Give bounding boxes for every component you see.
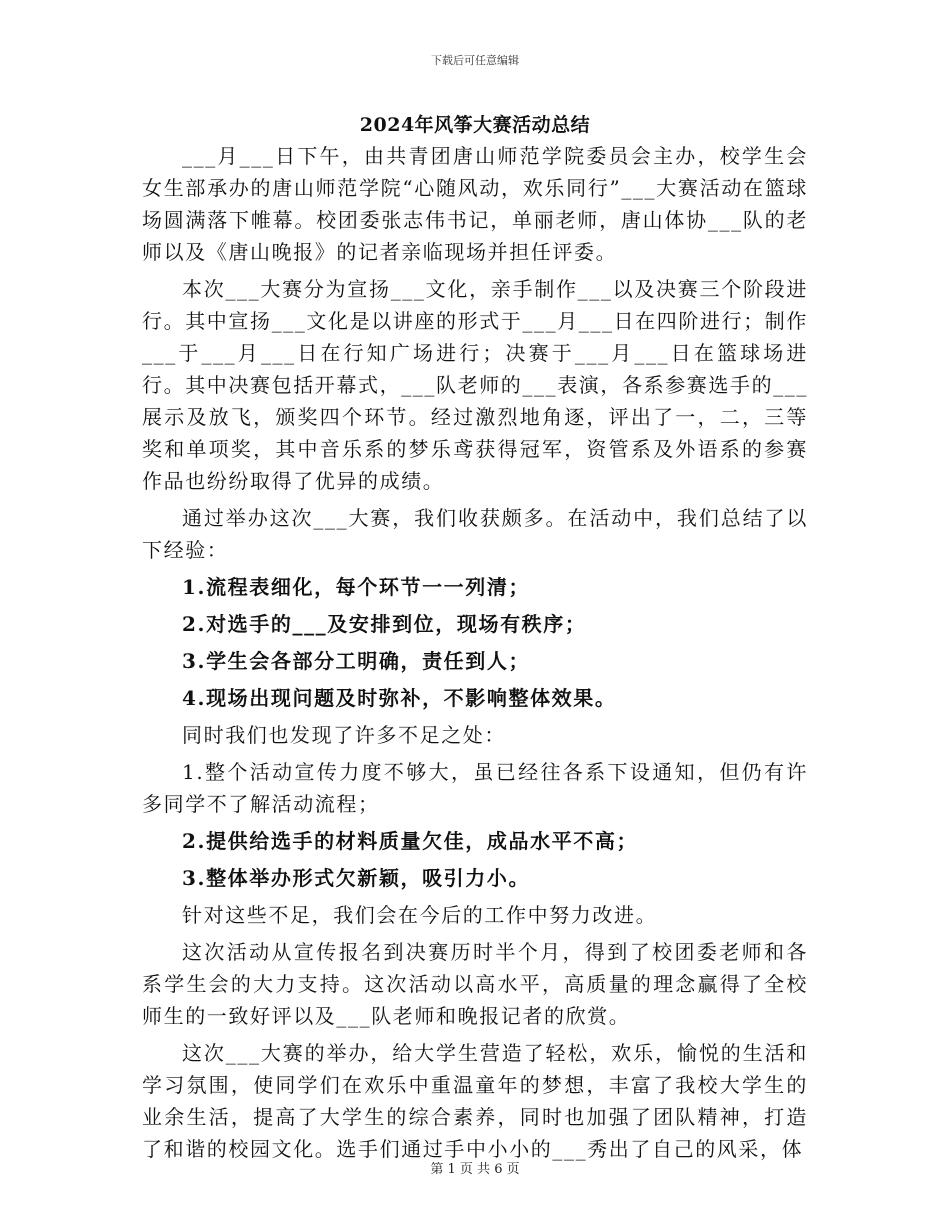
document-body [142, 140, 808, 1165]
document-title: 2024年风筝大赛活动总结 [359, 114, 591, 136]
list-item-experience-4: 4.现场出现问题及时弥补，不影响整体效果。 [182, 686, 617, 710]
list-item-experience-3: 3.学生会各部分工明确，责任到人； [182, 649, 531, 673]
list-item-experience-1: 1.流程表细化，每个环节一一列清； [182, 575, 531, 599]
paragraph-gains: 通过举办这次___大赛，我们收获颇多。在活动中，我们总结了以下经验： [142, 506, 808, 562]
paragraph-shortcomings-intro: 同时我们也发现了许多不足之处： [182, 723, 506, 747]
list-item-shortcoming-3: 3.整体举办形式欠新颖，吸引力小。 [182, 866, 531, 890]
list-item-shortcoming-1: 1.整个活动宣传力度不够大，虽已经往各系下设通知，但仍有许多同学不了解活动流程； [142, 760, 808, 816]
paragraph-intro: ___月___日下午，由共青团唐山师范学院委员会主办，校学生会女生部承办的唐山师范学院“心随风动，欢乐同行”___大赛活动在篮球场圆满落下帷幕。校团委张志伟书记，单丽老师，唐山体协___队的老师以及《唐山晚报》的记者亲临现场并担任评委。 [142, 144, 808, 264]
page-number: 第 1 页 共 6 页 [430, 1162, 520, 1177]
paragraph-improvement: 针对这些不足，我们会在今后的工作中努力改进。 [182, 903, 658, 927]
paragraph-significance: 这次___大赛的举办，给大学生营造了轻松，欢乐，愉悦的生活和学习氛围，使同学们在欢乐中重温童年的梦想，丰富了我校大学生的业余生活，提高了大学生的综合素养，同时也加强了团队精神，打造了和谐的校园文化。选手们通过手中小小的___秀出了自己的风采，体 [142, 1041, 808, 1161]
paragraph-stages: 本次___大赛分为宣扬___文化，亲手制作___以及决赛三个阶段进行。其中宣扬___文化是以讲座的形式于___月___日在四阶进行；制作___于___月___日在行知广场进行；决赛于___月___日在篮球场进行。其中决赛包括开幕式，___队老师的___表演，各系参赛选手的___展示及放飞，颁奖四个环节。经过激烈地角逐，评出了一，二，三等奖和单项奖，其中音乐系的梦乐鸢获得冠军，资管系及外语系的参赛作品也纷纷取得了优异的成绩。 [142, 277, 808, 493]
list-item-shortcoming-2: 2.提供给选手的材料质量欠佳，成品水平不高； [182, 829, 639, 853]
page-header-note: 下载后可任意编辑 [431, 54, 519, 67]
list-item-experience-2: 2.对选手的___及安排到位，现场有秩序； [182, 612, 587, 636]
paragraph-support: 这次活动从宣传报名到决赛历时半个月，得到了校团委老师和各系学生会的大力支持。这次活动以高水平，高质量的理念赢得了全校师生的一致好评以及___队老师和晚报记者的欣赏。 [142, 940, 808, 1028]
